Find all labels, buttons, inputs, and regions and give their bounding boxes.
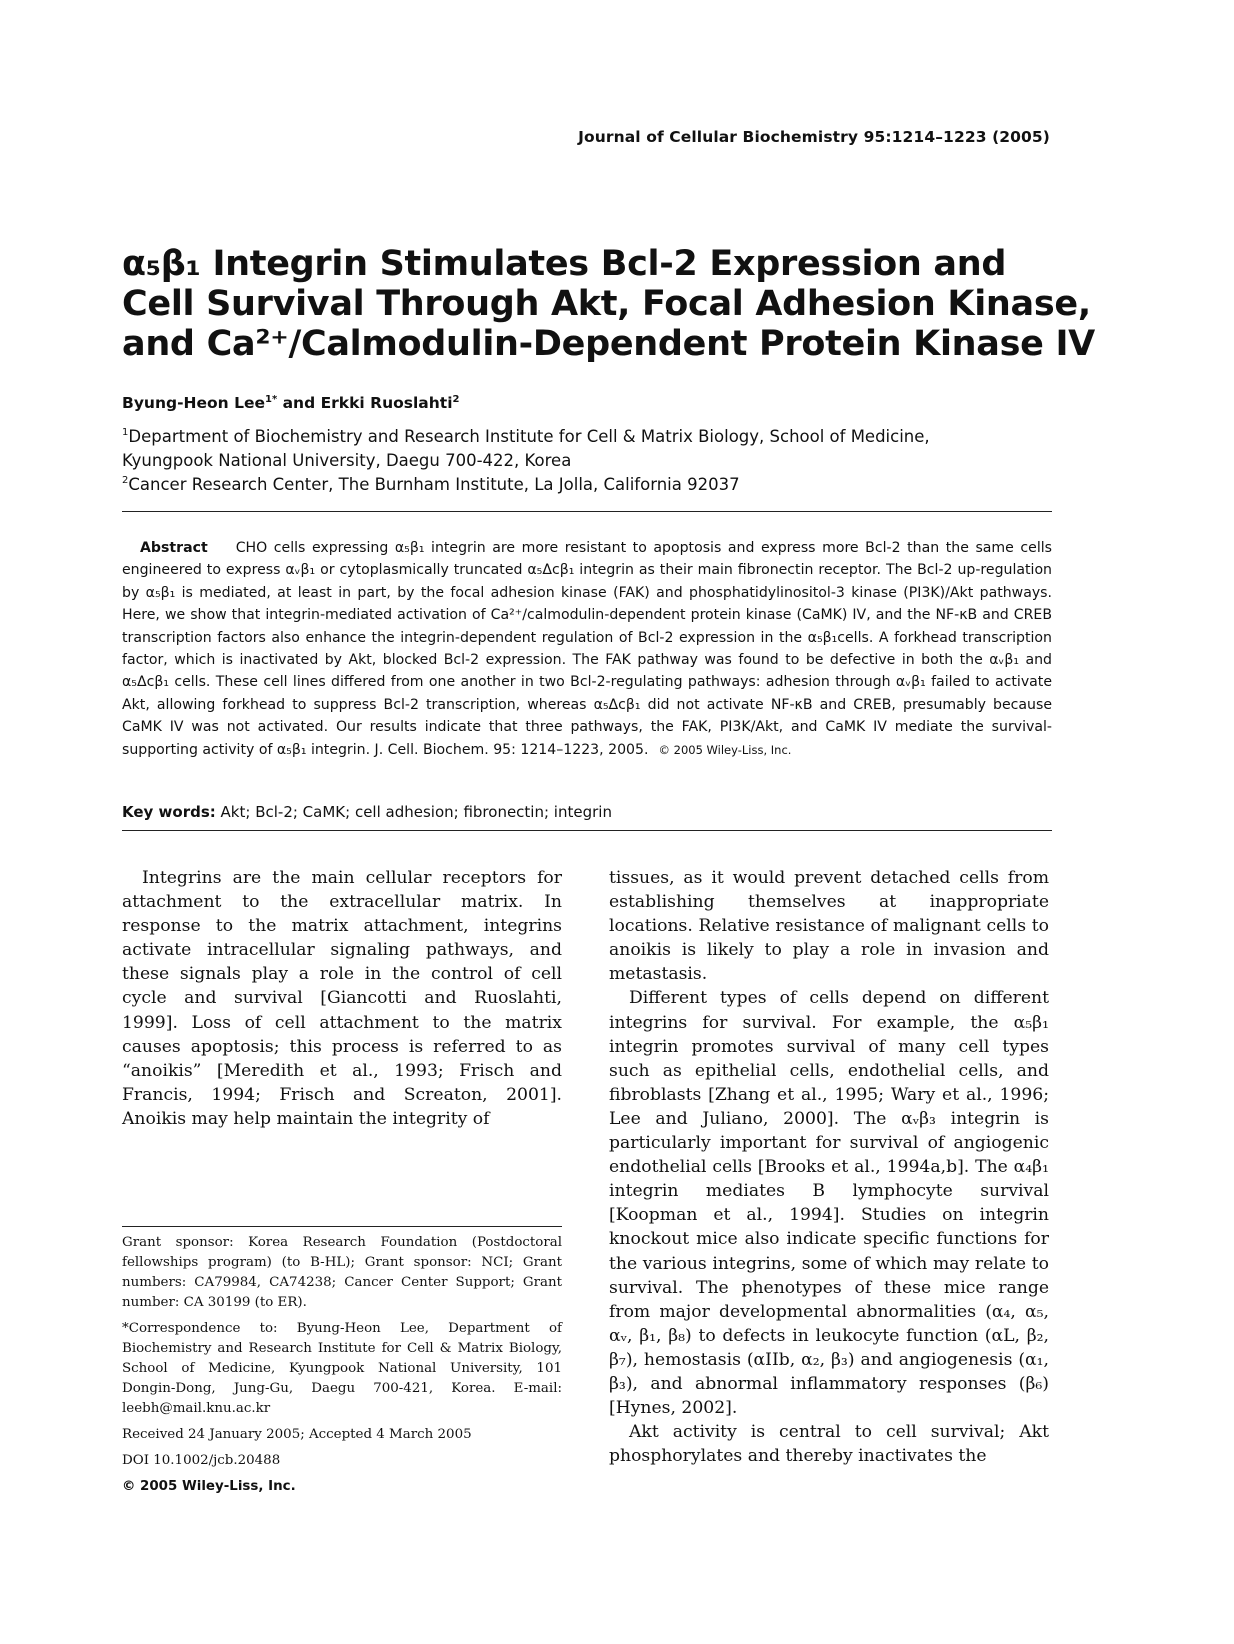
- abstract-text: CHO cells expressing α₅β₁ integrin are more resistant to apoptosis and express more Bcl-2 than the same cells engineered to express αᵥβ₁ or cytoplasmically truncated α₅Δcβ₁ integrin as their main fibronectin receptor. The Bcl-2 up-regulation by α₅β₁ is mediated, at least in part, by the focal adhesion kinase (FAK) and phosphatidylinositol-3 kinase (PI3K)/Akt pathways. Here, we show that integrin-mediated activation of Ca²⁺/calmodulin-dependent protein kinase (CaMK) IV, and the NF-κB and CREB transcription factors also enhance the integrin-dependent regulation of Bcl-2 expression in the α₅β₁cells. A forkhead transcription factor, which is inactivated by Akt, blocked Bcl-2 expression. The FAK pathway was found to be defective in both the αᵥβ₁ and α₅Δcβ₁ cells. These cell lines differed from one another in two Bcl-2-regulating pathways: adhesion through αᵥβ₁ failed to activate Akt, allowing forkhead to suppress Bcl-2 transcription, whereas α₅Δcβ₁ did not activate NF-κB and CREB, presumably because CaMK IV was not activated. Our results indicate that three pathways, the FAK, PI3K/Akt, and CaMK IV mediate the survival-supporting activity of α₅β₁ integrin. J. Cell. Biochem. 95: 1214–1223, 2005.: [122, 540, 1052, 758]
- footnotes: [122, 1233, 562, 1503]
- affiliation-mark: 2: [122, 475, 129, 486]
- affiliation-line: $^2$Cancer Research Center, The Burnham Institute, La Jolla, California 92037: [122, 475, 740, 494]
- title-line-2: Cell Survival Through Akt, Focal Adhesion Kinase,: [122, 284, 1091, 324]
- author-connector: and: [282, 394, 316, 412]
- abstract: [122, 537, 1052, 761]
- title-line-1: α₅β₁ Integrin Stimulates Bcl-2 Expression and: [122, 244, 1007, 284]
- doi: DOI 10.1002/jcb.20488: [122, 1453, 281, 1468]
- author-name: Byung-Heon Lee: [122, 394, 265, 412]
- author-name: Erkki Ruoslahti: [320, 394, 453, 412]
- body-paragraph: tissues, as it would prevent detached cells from establishing themselves at inappropriate locations. Relative resistance of malignant cells to anoikis is likely to play a role in invasion and metastasis.: [609, 868, 1049, 985]
- header-divider: [122, 511, 1052, 512]
- body-paragraph: Integrins are the main cellular receptors for attachment to the extracellular matrix. In response to the matrix attachment, integrins activate intracellular signaling pathways, and these signals play a role in the control of cell cycle and survival [Giancotti and Ruoslahti, 1999]. Loss of cell attachment to the matrix causes apoptosis; this process is referred to as “anoikis” [Meredith et al., 1993; Frisch and Francis, 1994; Frisch and Screaton, 2001]. Anoikis may help maintain the integrity of: [122, 868, 562, 1129]
- keywords-text: Akt; Bcl-2; CaMK; cell adhesion; fibronectin; integrin: [220, 803, 612, 821]
- keywords: [122, 803, 612, 821]
- footnote-divider: [122, 1226, 562, 1227]
- body-paragraph: Different types of cells depend on different integrins for survival. For example, the α₅β₁ integrin promotes survival of many cell types such as epithelial cells, endothelial cells, and fibroblasts [Zhang et al., 1995; Wary et al., 1996; Lee and Juliano, 2000]. The αᵥβ₃ integrin is particularly important for survival of angiogenic endothelial cells [Brooks et al., 1994a,b]. The α₄β₁ integrin mediates B lymphocyte survival [Koopman et al., 1994]. Studies on integrin knockout mice also indicate specific functions for the various integrins, some of which may relate to survival. The phenotypes of these mice range from major developmental abnormalities (α₄, α₅, αᵥ, β₁, β₈) to defects in leukocyte function (αL, β₂, β₇), hemostasis (αIIb, α₂, β₃) and angiogenesis (α₁, β₃), and abnormal inflammatory responses (β₆) [Hynes, 2002].: [609, 988, 1049, 1419]
- affiliation-line: Kyungpook National University, Daegu 700-422, Korea: [122, 451, 572, 470]
- author-mark: 1*: [264, 394, 278, 405]
- grant-footnote: Grant sponsor: Korea Research Foundation (Postdoctoral fellowships program) (to B-HL); Grant sponsor: NCI; Grant numbers: CA79984, CA74238; Cancer Center Support; Grant number: CA 30199 (to ER).: [122, 1235, 562, 1310]
- title-line-3: and Ca²⁺/Calmodulin-Dependent Protein Kinase IV: [122, 324, 1095, 364]
- author-mark: 2: [452, 394, 460, 405]
- article-title: [122, 244, 1095, 364]
- abstract-divider: [122, 830, 1052, 831]
- keywords-label: Key words:: [122, 803, 216, 821]
- author-list: [122, 394, 459, 412]
- journal-citation: Journal of Cellular Biochemistry 95:1214–1223 (2005): [578, 128, 1050, 146]
- received-date: Received 24 January 2005; Accepted 4 March 2005: [122, 1427, 472, 1442]
- body-column-left: [122, 866, 562, 1131]
- affiliations: [122, 425, 1022, 497]
- footnote-copyright: © 2005 Wiley-Liss, Inc.: [122, 1479, 296, 1494]
- correspondence-footnote: *Correspondence to: Byung-Heon Lee, Department of Biochemistry and Research Institute for Cell & Matrix Biology, School of Medicine, Kyungpook National University, 101 Dongin-Dong, Jung-Gu, Daegu 700-421, Korea. E-mail: leebh@mail.knu.ac.kr: [122, 1321, 562, 1416]
- affiliation-mark: 1: [122, 427, 129, 438]
- body-column-right: [609, 866, 1049, 1468]
- body-paragraph: Akt activity is central to cell survival; Akt phosphorylates and thereby inactivates the: [609, 1422, 1049, 1467]
- affiliation-line: $^1$Department of Biochemistry and Research Institute for Cell & Matrix Biology, School of Medicine,: [122, 427, 930, 446]
- abstract-copyright: © 2005 Wiley-Liss, Inc.: [658, 742, 792, 757]
- abstract-label: Abstract: [140, 540, 208, 556]
